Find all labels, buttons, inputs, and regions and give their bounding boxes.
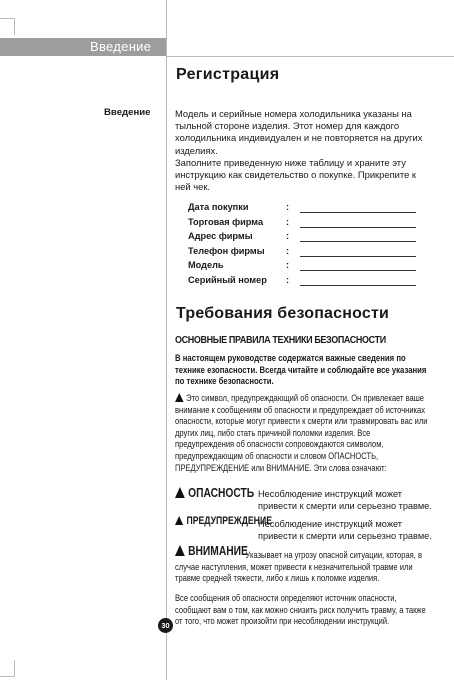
corner-mark-bottom	[0, 660, 15, 677]
warning-triangle-icon	[175, 487, 185, 498]
form-colon: :	[286, 274, 290, 285]
form-label: Адрес фирмы	[188, 231, 253, 242]
form-fill-line	[300, 227, 416, 228]
side-label: Введение	[104, 107, 151, 118]
form-colon: :	[286, 231, 290, 242]
header-title: Введение	[90, 39, 152, 54]
danger-description: Несоблюдение инструкций может привести к смерти или серьезно травме.	[258, 489, 432, 511]
header-rule	[166, 56, 454, 57]
form-label: Серийный номер	[188, 274, 267, 285]
caution-word: ВНИМАНИЕ	[188, 544, 248, 558]
final-paragraph: Все сообщения об опасности определяют источник опасности, сообщают вам о том, как можно снизить риск получить травму, а также от того, что может произойти при несоблюдении инструкций.	[175, 593, 426, 627]
caution-description: Указывает на угрозу опасной ситуации, которая, в случае наступления, может привести к незначительной травме или травме средней тяжести, либо к лишь к поломке изделия.	[175, 550, 423, 584]
form-label: Торговая фирма	[188, 216, 264, 227]
registration-paragraph-1: Модель и серийные номера холодильника указаны на тыльной стороне изделия. Этот номер для каждого холодильника индивидуален и не повторяется на других изделиях.	[175, 108, 423, 156]
basic-rules-heading: ОСНОВНЫЕ ПРАВИЛА ТЕХНИКИ БЕЗОПАСНОСТИ	[175, 335, 386, 346]
form-colon: :	[286, 245, 290, 256]
registration-heading: Регистрация	[176, 66, 280, 83]
symbol-text: Это символ, предупреждающий об опасности. Он привлекает ваше внимание к сообщениям об опасности и предупреждает об источниках опасности, которые могут привести к смерти или травмировать вас или других лиц, либо стать причиной поломки изделия. Все предупреждения об опасности сопровождаются символом, предупреждающим об опасности и словом ОПАСНОСТЬ, ПРЕДУПРЕЖДЕНИЕ или ВНИМАНИЕ. Эти слова означают:	[175, 393, 428, 473]
form-fill-line	[300, 212, 416, 213]
warning-triangle-icon	[175, 516, 183, 525]
safety-heading: Требования безопасности	[176, 305, 390, 322]
form-fill-line	[300, 270, 416, 271]
warning-word: ПРЕДУПРЕЖДЕНИЕ	[186, 515, 272, 527]
danger-label	[175, 486, 254, 500]
warning-triangle-icon	[175, 393, 184, 402]
registration-paragraph-2: Заполните приведенную ниже таблицу и храните эту инструкцию как свидетельство о покупке. Прикрепите к ней чек.	[175, 157, 417, 193]
form-label: Дата покупки	[188, 202, 249, 212]
form-label: Телефон фирмы	[188, 245, 265, 256]
symbol-paragraph	[175, 393, 431, 474]
warning-description: Несоблюдение инструкций может привести к смерти или серьезно травме.	[258, 519, 432, 541]
form-fill-line	[300, 241, 416, 242]
corner-mark-top	[0, 18, 15, 35]
form-colon: :	[286, 216, 290, 227]
danger-word: ОПАСНОСТЬ	[188, 486, 255, 500]
form-colon: :	[286, 202, 290, 212]
column-divider	[166, 0, 167, 680]
form-colon: :	[286, 260, 290, 271]
form-label: Модель	[188, 260, 224, 271]
form-fill-line	[300, 256, 416, 257]
page-number: 30	[158, 618, 173, 633]
safety-intro: В настоящем руководстве содержатся важные сведения по технике езопасности. Всегда читайте и соблюдайте все указания по технике безопасности.	[175, 353, 427, 386]
form-fill-line	[300, 285, 416, 286]
